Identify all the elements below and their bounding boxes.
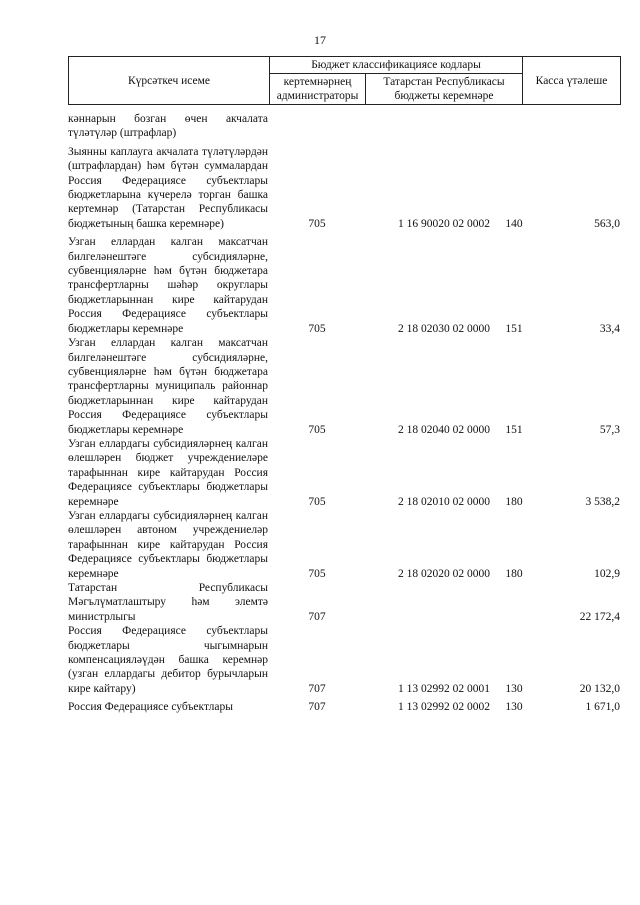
- cash-amount: 1 671,0: [585, 701, 620, 714]
- subtype-code: 180: [505, 495, 523, 508]
- cash-execution-header: Касса үтәлеше: [523, 57, 621, 105]
- cash-amount: 57,3: [599, 423, 620, 436]
- admin-code: 707: [308, 610, 326, 623]
- budget-classification-header: Бюджет классификациясе кодлары: [270, 57, 523, 74]
- table-row: [68, 145, 620, 231]
- cash-amount: 22 172,4: [579, 610, 620, 623]
- revenue-code: 2 18 02020 02 0000: [398, 567, 490, 580]
- revenue-code: 1 16 90020 02 0002: [398, 217, 490, 230]
- admin-code: 705: [308, 423, 326, 436]
- table-body: [68, 112, 620, 715]
- subtype-code: 180: [505, 567, 523, 580]
- table-row: [68, 581, 620, 624]
- revenue-code: 2 18 02030 02 0000: [398, 322, 490, 335]
- indicator-name: Узган еллардан калган максатчан билгеләнештәге субсидияләрне, субвенцияләрне һәм бүтән бюджетара трансфертларны муниципаль районнар бюджетларыннан кире кайтарудан Россия Федерациясе субъектлары бюджетлары керемнәре: [68, 337, 268, 436]
- cash-amount: 20 132,0: [579, 682, 620, 695]
- table-row: [68, 112, 620, 141]
- revenue-header: Татарстан Республикасы бюджеты керемнәре: [366, 74, 523, 105]
- admin-code: 705: [308, 495, 326, 508]
- cash-amount: 563,0: [594, 217, 620, 230]
- indicator-name: Узган еллардагы субсидияләрнең калган өлешләрен автоном учреждениеләр тарафыннан кире кайтарудан Россия Федерациясе субъектлары бюджетлары керемнәре: [68, 509, 268, 580]
- table-row: [68, 336, 620, 437]
- admin-code: 705: [308, 567, 326, 580]
- table-row: [68, 437, 620, 509]
- indicator-name: Зыянны каплауга акчалата түләтүләрдән (штрафлардан) һәм бүтән суммалардан Россия Федерациясе субъектлары бюджетларына күчерелә торган башка кертемнәр (Татарстан Республикасы бюджетының башка керемнәре): [68, 145, 268, 230]
- indicator-name: Татарстан Республикасы Мәгълүматлаштыру һәм элемтә министрлыгы: [68, 582, 268, 623]
- table-row: [68, 235, 620, 336]
- cash-amount: 33,4: [599, 322, 620, 335]
- cash-amount: 3 538,2: [585, 495, 620, 508]
- revenue-code: 1 13 02992 02 0002: [398, 701, 490, 714]
- indicator-name: кәннарын бозган өчен акчалата түләтүләр (штрафлар): [68, 113, 268, 140]
- subtype-code: 151: [505, 423, 523, 436]
- table-row: [68, 624, 620, 696]
- indicator-name: Россия Федерациясе субъектлары: [68, 701, 234, 714]
- indicator-name: Узган еллардагы субсидияләрнең калган өлешләрен бюджет учреждениеләре тарафыннан кире кайтарудан Россия Федерациясе субъектлары бюджетлары керемнәре: [68, 437, 268, 508]
- indicator-name: Россия Федерациясе субъектлары бюджетлары чыгымнарын компенсацияләүдән башка керемнәр (узган еллардагы дебитор бурычларын кире кайтару): [68, 625, 268, 695]
- table-row: [68, 700, 620, 714]
- page-number: 17: [314, 33, 326, 47]
- revenue-code: 2 18 02010 02 0000: [398, 495, 490, 508]
- table-row: [68, 509, 620, 581]
- subtype-code: 151: [505, 322, 523, 335]
- admin-header: кертемнәрнең администраторы: [270, 74, 366, 105]
- cash-amount: 102,9: [594, 567, 620, 580]
- revenue-code: 2 18 02040 02 0000: [398, 423, 490, 436]
- admin-code: 707: [308, 682, 326, 695]
- indicator-name-header: Күрсәткеч исеме: [69, 57, 270, 105]
- subtype-code: 130: [505, 682, 523, 695]
- revenue-code: 1 13 02992 02 0001: [398, 682, 490, 695]
- subtype-code: 130: [505, 701, 523, 714]
- admin-code: 707: [308, 701, 326, 714]
- budget-table-header: [68, 56, 621, 105]
- admin-code: 705: [308, 217, 326, 230]
- subtype-code: 140: [505, 217, 523, 230]
- indicator-name: Узган еллардан калган максатчан билгеләнештәге субсидияләрне, субвенцияләрне һәм бүтән бюджетара трансфертларны шәһәр округлары бюджетларыннан кире кайтарудан Россия Федерациясе субъектлары бюджетлары керемнәре: [68, 236, 268, 335]
- admin-code: 705: [308, 322, 326, 335]
